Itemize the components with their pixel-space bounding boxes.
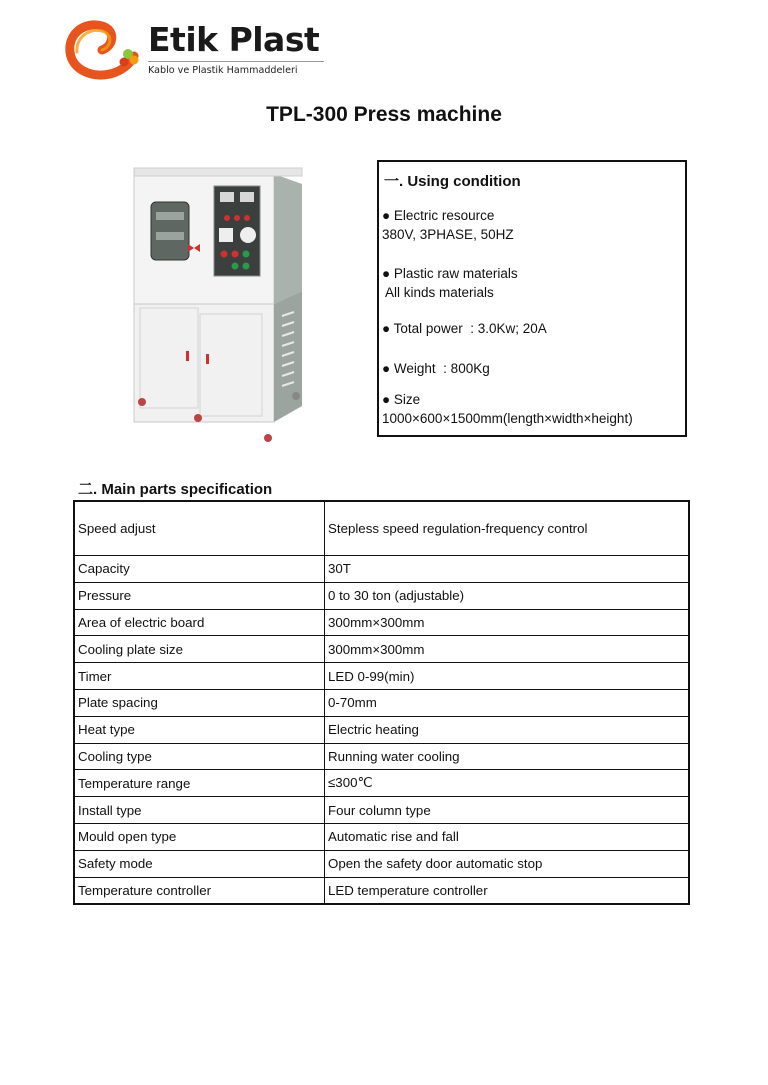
table-row (74, 743, 689, 770)
press-machine-image (126, 166, 304, 446)
spec-key: Temperature controller (74, 877, 325, 904)
spec-value: 300mm×300mm (325, 636, 690, 663)
brand-tagline: Kablo ve Plastik Hammaddeleri (148, 65, 298, 76)
main-parts-heading: 二. Main parts specification (78, 481, 273, 498)
spec-key: Safety mode (74, 850, 325, 877)
table-row (74, 850, 689, 877)
electric-resource-value: 380V, 3PHASE, 50HZ (382, 227, 514, 242)
brand-name: Etik Plast (148, 20, 320, 59)
spec-key: Pressure (74, 582, 325, 609)
table-row (74, 797, 689, 824)
spec-value: LED temperature controller (325, 877, 690, 904)
table-row (74, 663, 689, 690)
spec-value: 0-70mm (325, 689, 690, 716)
spec-key: Cooling type (74, 743, 325, 770)
spec-key: Area of electric board (74, 609, 325, 636)
table-row (74, 877, 689, 904)
total-power: ● Total power : 3.0Kw; 20A (382, 321, 547, 336)
table-row (74, 582, 689, 609)
raw-materials-label: ● Plastic raw materials (382, 266, 518, 281)
spec-key: Mould open type (74, 823, 325, 850)
table-row (74, 770, 689, 797)
weight: ● Weight : 800Kg (382, 361, 490, 376)
using-condition-panel (377, 160, 687, 437)
using-condition-heading: 一. Using condition (384, 173, 521, 190)
table-row (74, 636, 689, 663)
spec-key: Install type (74, 797, 325, 824)
spec-key: Temperature range (74, 770, 325, 797)
spec-key: Heat type (74, 716, 325, 743)
table-row (74, 689, 689, 716)
spec-key: Cooling plate size (74, 636, 325, 663)
spec-key: Speed adjust (74, 501, 325, 556)
spec-value: 30T (325, 556, 690, 583)
table-row (74, 716, 689, 743)
spec-value: LED 0-99(min) (325, 663, 690, 690)
logo-swirl-icon (62, 16, 140, 82)
size-value: 1000×600×1500mm(length×width×height) (382, 411, 633, 426)
table-row (74, 556, 689, 583)
spec-value: Stepless speed regulation-frequency control (325, 501, 690, 556)
spec-value: Four column type (325, 797, 690, 824)
spec-value: Automatic rise and fall (325, 823, 690, 850)
table-row (74, 823, 689, 850)
spec-key: Plate spacing (74, 689, 325, 716)
spec-value: 300mm×300mm (325, 609, 690, 636)
brand-logo (60, 14, 340, 84)
electric-resource-label: ● Electric resource (382, 208, 495, 223)
spec-value: Running water cooling (325, 743, 690, 770)
spec-value: Open the safety door automatic stop (325, 850, 690, 877)
spec-key: Capacity (74, 556, 325, 583)
spec-value: 0 to 30 ton (adjustable) (325, 582, 690, 609)
size-label: ● Size (382, 392, 421, 407)
page-title: TPL-300 Press machine (266, 103, 502, 126)
spec-key: Timer (74, 663, 325, 690)
raw-materials-value: All kinds materials (382, 285, 494, 300)
table-row (74, 609, 689, 636)
spec-table (73, 500, 690, 905)
spec-value: ≤300℃ (325, 770, 690, 797)
spec-value: Electric heating (325, 716, 690, 743)
brand-divider (148, 61, 324, 62)
table-row (74, 501, 689, 556)
